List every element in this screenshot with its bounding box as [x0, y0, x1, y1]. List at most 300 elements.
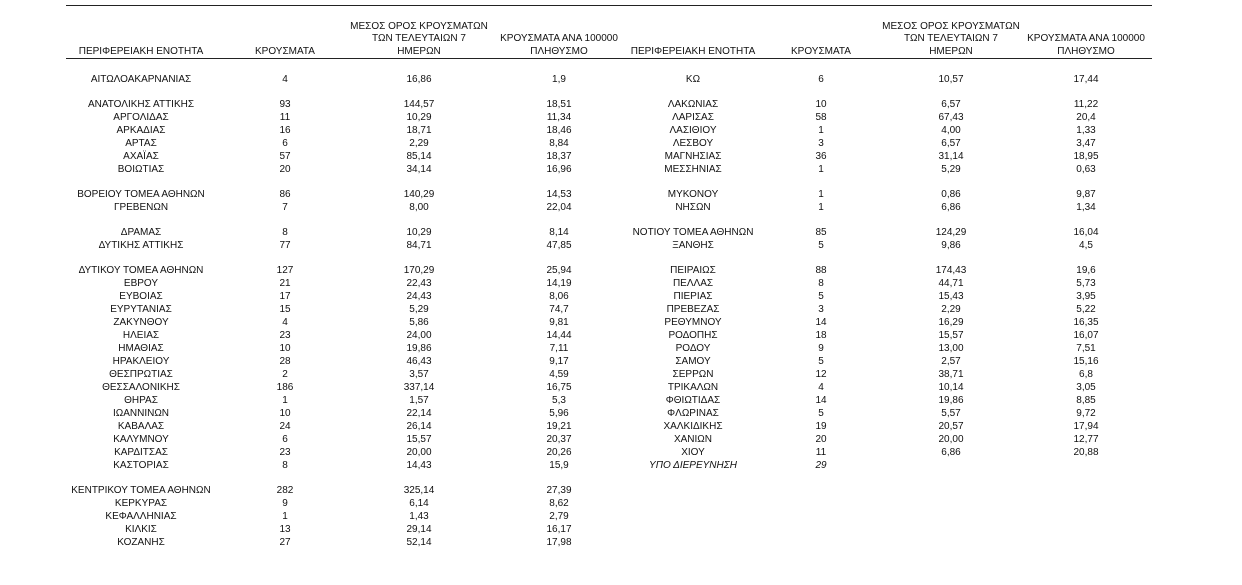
cases-cell: 3	[818, 138, 824, 149]
table-row	[66, 368, 619, 381]
region-cell: ΚΑΡΔΙΤΣΑΣ	[114, 447, 168, 458]
avg7-cell: 19,86	[938, 395, 964, 406]
table-row	[66, 163, 619, 176]
table-row	[619, 239, 1152, 252]
cases-cell: 93	[279, 99, 291, 110]
region-cell: ΒΟΡΕΙΟΥ ΤΟΜΕΑ ΑΘΗΝΩΝ	[77, 189, 205, 200]
per100k-cell: 6,8	[1079, 369, 1093, 380]
avg7-cell: 6,57	[941, 138, 961, 149]
avg7-cell: 15,57	[938, 330, 964, 341]
cases-cell: 1	[818, 125, 824, 136]
avg7-cell: 140,29	[403, 189, 435, 200]
per100k-cell: 18,51	[546, 99, 572, 110]
cases-cell: 4	[818, 382, 824, 393]
table-row	[66, 150, 619, 163]
per100k-cell: 8,84	[549, 138, 569, 149]
cases-cell: 21	[279, 278, 291, 289]
per100k-cell: 27,39	[546, 485, 572, 496]
per100k-cell: 3,05	[1076, 382, 1096, 393]
avg7-cell: 1,57	[409, 395, 429, 406]
region-cell: ΤΡΙΚΑΛΩΝ	[667, 382, 719, 393]
cases-cell: 23	[279, 330, 291, 341]
avg7-cell: 24,43	[406, 291, 432, 302]
region-cell: ΘΗΡΑΣ	[124, 395, 158, 406]
region-cell: ΣΑΜΟΥ	[675, 356, 711, 367]
cases-cell: 36	[815, 151, 827, 162]
avg7-cell: 19,86	[406, 343, 432, 354]
table-row	[66, 201, 619, 214]
avg7-cell: 16,29	[938, 317, 964, 328]
avg7-cell: 84,71	[406, 240, 432, 251]
per100k-cell: 16,17	[546, 524, 572, 535]
table-row	[66, 355, 619, 368]
avg7-cell: 22,43	[406, 278, 432, 289]
cases-cell: 1	[818, 202, 824, 213]
per100k-cell: 14,53	[546, 189, 572, 200]
left-table-body	[66, 73, 619, 549]
avg7-cell: 9,86	[941, 240, 961, 251]
per100k-cell: 16,35	[1073, 317, 1099, 328]
cases-cell: 23	[279, 447, 291, 458]
region-cell: ΚΑΒΑΛΑΣ	[117, 421, 165, 432]
region-cell: ΕΒΡΟΥ	[123, 278, 159, 289]
cases-cell: 1	[282, 395, 288, 406]
avg7-cell: 67,43	[938, 112, 964, 123]
table-row	[66, 497, 619, 510]
avg7-cell: 10,14	[938, 382, 964, 393]
cases-cell: 17	[279, 291, 291, 302]
avg7-cell: 10,29	[406, 112, 432, 123]
region-cell: ΑΝΑΤΟΛΙΚΗΣ ΑΤΤΙΚΗΣ	[87, 99, 195, 110]
avg7-column-header: ΜΕΣΟΣ ΟΡΟΣ ΚΡΟΥΣΜΑΤΩΝ ΤΩΝ ΤΕΛΕΥΤΑΙΩΝ 7 ΗΜΕΡΩΝ	[882, 20, 1020, 57]
region-cell: ΑΧΑΪΑΣ	[123, 151, 159, 162]
avg7-cell: 31,14	[938, 151, 964, 162]
avg7-column-header: ΜΕΣΟΣ ΟΡΟΣ ΚΡΟΥΣΜΑΤΩΝ ΤΩΝ ΤΕΛΕΥΤΑΙΩΝ 7 ΗΜΕΡΩΝ	[350, 20, 488, 57]
region-cell: ΒΟΙΩΤΙΑΣ	[117, 164, 165, 175]
table-row	[619, 355, 1152, 368]
table-row	[619, 201, 1152, 214]
region-cell: ΧΑΛΚΙΔΙΚΗΣ	[663, 421, 723, 432]
per100k-cell: 22,04	[546, 202, 572, 213]
per100k-cell: 74,7	[549, 304, 569, 315]
per100k-cell: 9,81	[549, 317, 569, 328]
region-cell: ΠΕΙΡΑΙΩΣ	[670, 265, 716, 276]
cases-cell: 6	[282, 434, 288, 445]
table-row	[66, 510, 619, 523]
table-row	[619, 342, 1152, 355]
region-cell: ΛΑΣΙΘΙΟΥ	[669, 125, 717, 136]
cases-cell: 7	[282, 202, 288, 213]
cases-cell: 1	[818, 164, 824, 175]
cases-cell: 1	[282, 511, 288, 522]
cases-cell: 9	[818, 343, 824, 354]
per100k-cell: 20,4	[1076, 112, 1096, 123]
region-cell: ΠΕΛΛΑΣ	[672, 278, 714, 289]
per100k-cell: 17,98	[546, 537, 572, 548]
avg7-cell: 26,14	[406, 421, 432, 432]
table-row	[66, 446, 619, 459]
avg7-cell: 0,86	[941, 189, 961, 200]
cases-cell: 57	[279, 151, 291, 162]
per100k-cell: 11,22	[1073, 99, 1099, 110]
region-cell: ΚΟΖΑΝΗΣ	[117, 537, 165, 548]
per100k-cell: 20,26	[546, 447, 572, 458]
table-row	[66, 420, 619, 433]
cases-cell: 11	[815, 447, 827, 458]
per100k-cell: 12,77	[1073, 434, 1099, 445]
per100k-cell: 5,73	[1076, 278, 1096, 289]
per100k-cell: 7,51	[1076, 343, 1096, 354]
per100k-cell: 15,16	[1073, 356, 1099, 367]
per100k-cell: 17,94	[1073, 421, 1099, 432]
table-row	[619, 459, 1152, 472]
region-cell: ΑΡΤΑΣ	[125, 138, 157, 149]
avg7-cell: 20,00	[938, 434, 964, 445]
per100k-cell: 8,14	[549, 227, 569, 238]
cases-cell: 282	[276, 485, 294, 496]
table-row	[619, 98, 1152, 111]
cases-column-header: ΚΡΟΥΣΜΑΤΑ	[791, 45, 851, 57]
table-row	[619, 381, 1152, 394]
cases-cell: 9	[282, 498, 288, 509]
per100k-cell: 20,37	[546, 434, 572, 445]
cases-cell: 3	[818, 304, 824, 315]
region-cell: ΚΙΛΚΙΣ	[125, 524, 157, 535]
table-row	[66, 303, 619, 316]
avg7-cell: 8,00	[409, 202, 429, 213]
table-row	[619, 329, 1152, 342]
region-cell: ΥΠΟ ΔΙΕΡΕΥΝΗΣΗ	[649, 460, 737, 471]
cases-cell: 27	[279, 537, 291, 548]
table-row	[619, 368, 1152, 381]
table-row	[66, 394, 619, 407]
per100k-cell: 4,59	[549, 369, 569, 380]
table-row	[66, 342, 619, 355]
table-row	[66, 111, 619, 124]
region-column-header: ΠΕΡΙΦΕΡΕΙΑΚΗ ΕΝΟΤΗΤΑ	[630, 45, 756, 57]
per100k-cell: 5,3	[552, 395, 566, 406]
table-row	[619, 73, 1152, 86]
cases-cell: 24	[279, 421, 291, 432]
per100k-cell: 9,72	[1076, 408, 1096, 419]
per100k-cell: 16,96	[546, 164, 572, 175]
avg7-cell: 6,86	[941, 447, 961, 458]
per100k-cell: 16,75	[546, 382, 572, 393]
table-row	[66, 536, 619, 549]
cases-cell: 29	[815, 460, 827, 471]
avg7-cell: 144,57	[403, 99, 435, 110]
cases-column-header: ΚΡΟΥΣΜΑΤΑ	[255, 45, 315, 57]
cases-cell: 2	[282, 369, 288, 380]
region-cell: ΗΡΑΚΛΕΙΟΥ	[112, 356, 170, 367]
region-cell: ΑΡΚΑΔΙΑΣ	[116, 125, 166, 136]
region-cell: ΦΘΙΩΤΙΔΑΣ	[665, 395, 721, 406]
cases-cell: 8	[282, 227, 288, 238]
table-top-rule	[66, 5, 1152, 6]
per100k-cell: 9,17	[549, 356, 569, 367]
region-cell: ΑΡΓΟΛΙΔΑΣ	[113, 112, 169, 123]
region-cell: ΜΥΚΟΝΟΥ	[667, 189, 719, 200]
per100k-cell: 14,44	[546, 330, 572, 341]
cases-cell: 88	[815, 265, 827, 276]
table-row	[619, 150, 1152, 163]
per100k-cell: 1,9	[552, 74, 566, 85]
region-cell: ΠΡΕΒΕΖΑΣ	[666, 304, 720, 315]
cases-cell: 28	[279, 356, 291, 367]
table-row	[66, 381, 619, 394]
per100k-cell: 0,63	[1076, 164, 1096, 175]
avg7-cell: 337,14	[403, 382, 435, 393]
avg7-cell: 6,86	[941, 202, 961, 213]
cases-cell: 8	[818, 278, 824, 289]
avg7-cell: 6,14	[409, 498, 429, 509]
table-row	[66, 407, 619, 420]
avg7-cell: 4,00	[941, 125, 961, 136]
region-cell: ΕΥΡΥΤΑΝΙΑΣ	[110, 304, 172, 315]
region-cell: ΡΕΘΥΜΝΟΥ	[664, 317, 722, 328]
region-cell: ΑΙΤΩΛΟΑΚΑΡΝΑΝΙΑΣ	[90, 74, 192, 85]
cases-cell: 16	[279, 125, 291, 136]
avg7-cell: 16,86	[406, 74, 432, 85]
region-cell: ΓΡΕΒΕΝΩΝ	[113, 202, 169, 213]
avg7-cell: 6,57	[941, 99, 961, 110]
avg7-cell: 3,57	[409, 369, 429, 380]
cases-cell: 1	[818, 189, 824, 200]
per100k-cell: 8,06	[549, 291, 569, 302]
region-cell: ΙΩΑΝΝΙΝΩΝ	[112, 408, 170, 419]
avg7-cell: 14,43	[406, 460, 432, 471]
cases-cell: 14	[815, 317, 827, 328]
table-row	[66, 226, 619, 239]
table-row	[619, 303, 1152, 316]
per100k-cell: 9,87	[1076, 189, 1096, 200]
cases-cell: 5	[818, 291, 824, 302]
table-row	[619, 433, 1152, 446]
per100k-cell: 19,21	[546, 421, 572, 432]
table-row	[619, 394, 1152, 407]
avg7-cell: 5,29	[941, 164, 961, 175]
cases-cell: 13	[279, 524, 291, 535]
cases-cell: 8	[282, 460, 288, 471]
per100k-cell: 3,47	[1076, 138, 1096, 149]
region-cell: ΚΕΝΤΡΙΚΟΥ ΤΟΜΕΑ ΑΘΗΝΩΝ	[71, 485, 211, 496]
avg7-cell: 29,14	[406, 524, 432, 535]
per100k-cell: 1,34	[1076, 202, 1096, 213]
table-row	[619, 163, 1152, 176]
region-cell: ΜΑΓΝΗΣΙΑΣ	[664, 151, 722, 162]
table-row	[619, 316, 1152, 329]
table-row	[619, 277, 1152, 290]
per100k-cell: 47,85	[546, 240, 572, 251]
avg7-cell: 2,29	[409, 138, 429, 149]
per100k-cell: 5,22	[1076, 304, 1096, 315]
table-row	[619, 111, 1152, 124]
region-cell: ΚΕΡΚΥΡΑΣ	[114, 498, 168, 509]
table-row	[66, 459, 619, 472]
cases-cell: 15	[279, 304, 291, 315]
region-cell: ΔΥΤΙΚΗΣ ΑΤΤΙΚΗΣ	[98, 240, 184, 251]
region-cell: ΝΟΤΙΟΥ ΤΟΜΕΑ ΑΘΗΝΩΝ	[632, 227, 754, 238]
table-row	[619, 137, 1152, 150]
region-cell: ΚΑΛΥΜΝΟΥ	[113, 434, 169, 445]
cases-cell: 6	[282, 138, 288, 149]
avg7-cell: 18,71	[406, 125, 432, 136]
avg7-cell: 10,57	[938, 74, 964, 85]
avg7-cell: 15,57	[406, 434, 432, 445]
table-row	[66, 264, 619, 277]
region-column-header: ΠΕΡΙΦΕΡΕΙΑΚΗ ΕΝΟΤΗΤΑ	[78, 45, 204, 57]
cases-cell: 5	[818, 240, 824, 251]
region-cell: ΘΕΣΠΡΩΤΙΑΣ	[109, 369, 173, 380]
region-cell: ΖΑΚΥΝΘΟΥ	[113, 317, 169, 328]
avg7-cell: 174,43	[935, 265, 967, 276]
table-row	[619, 188, 1152, 201]
region-cell: ΧΙΟΥ	[681, 447, 705, 458]
right-table-body	[619, 73, 1152, 472]
avg7-cell: 1,43	[409, 511, 429, 522]
avg7-cell: 2,57	[941, 356, 961, 367]
region-cell: ΚΩ	[685, 74, 701, 85]
avg7-cell: 124,29	[935, 227, 967, 238]
avg7-cell: 38,71	[938, 369, 964, 380]
cases-cell: 10	[279, 408, 291, 419]
cases-cell: 20	[279, 164, 291, 175]
per100k-cell: 7,11	[549, 343, 569, 354]
per100k-cell: 16,04	[1073, 227, 1099, 238]
table-row	[66, 433, 619, 446]
region-cell: ΘΕΣΣΑΛΟΝΙΚΗΣ	[102, 382, 180, 393]
per100k-cell: 2,79	[549, 511, 569, 522]
per100k-column-header: ΚΡΟΥΣΜΑΤΑ ΑΝΑ 100000 ΠΛΗΘΥΣΜΟ	[1027, 33, 1145, 57]
table-row	[66, 124, 619, 137]
header-bottom-rule	[66, 58, 1152, 59]
table-row	[66, 98, 619, 111]
per100k-cell: 18,46	[546, 125, 572, 136]
avg7-cell: 20,57	[938, 421, 964, 432]
cases-cell: 86	[279, 189, 291, 200]
region-cell: ΡΟΔΟΠΗΣ	[668, 330, 718, 341]
region-cell: ΔΥΤΙΚΟΥ ΤΟΜΕΑ ΑΘΗΝΩΝ	[78, 265, 204, 276]
region-cell: ΝΗΣΩΝ	[675, 202, 711, 213]
avg7-cell: 85,14	[406, 151, 432, 162]
region-cell: ΚΑΣΤΟΡΙΑΣ	[113, 460, 169, 471]
region-cell: ΦΛΩΡΙΝΑΣ	[667, 408, 719, 419]
avg7-cell: 170,29	[403, 265, 435, 276]
region-cell: ΗΛΕΙΑΣ	[122, 330, 160, 341]
per100k-cell: 15,9	[549, 460, 569, 471]
avg7-cell: 24,00	[406, 330, 432, 341]
table-row	[66, 316, 619, 329]
avg7-cell: 5,86	[409, 317, 429, 328]
cases-cell: 6	[818, 74, 824, 85]
cases-cell: 10	[279, 343, 291, 354]
per100k-cell: 3,95	[1076, 291, 1096, 302]
table-row	[66, 73, 619, 86]
region-cell: ΣΕΡΡΩΝ	[672, 369, 714, 380]
avg7-cell: 5,29	[409, 304, 429, 315]
per100k-cell: 18,37	[546, 151, 572, 162]
cases-cell: 4	[282, 317, 288, 328]
table-row	[66, 188, 619, 201]
region-cell: ΞΑΝΘΗΣ	[672, 240, 714, 251]
cases-cell: 58	[815, 112, 827, 123]
cases-cell: 12	[815, 369, 827, 380]
table-row	[619, 264, 1152, 277]
avg7-cell: 5,57	[941, 408, 961, 419]
table-row	[619, 407, 1152, 420]
cases-cell: 19	[815, 421, 827, 432]
per100k-cell: 20,88	[1073, 447, 1099, 458]
cases-cell: 18	[815, 330, 827, 341]
avg7-cell: 13,00	[938, 343, 964, 354]
cases-cell: 5	[818, 356, 824, 367]
table-row	[619, 124, 1152, 137]
per100k-cell: 19,6	[1076, 265, 1096, 276]
per100k-cell: 14,19	[546, 278, 572, 289]
per100k-cell: 18,95	[1073, 151, 1099, 162]
region-cell: ΔΡΑΜΑΣ	[120, 227, 162, 238]
avg7-cell: 46,43	[406, 356, 432, 367]
region-cell: ΕΥΒΟΙΑΣ	[119, 291, 163, 302]
avg7-cell: 44,71	[938, 278, 964, 289]
per100k-cell: 11,34	[546, 112, 572, 123]
avg7-cell: 10,29	[406, 227, 432, 238]
region-cell: ΧΑΝΙΩΝ	[673, 434, 713, 445]
per100k-cell: 8,85	[1076, 395, 1096, 406]
cases-cell: 11	[279, 112, 291, 123]
avg7-cell: 325,14	[403, 485, 435, 496]
avg7-cell: 22,14	[406, 408, 432, 419]
region-cell: ΚΕΦΑΛΛΗΝΙΑΣ	[105, 511, 177, 522]
avg7-cell: 20,00	[406, 447, 432, 458]
per100k-cell: 25,94	[546, 265, 572, 276]
region-cell: ΠΙΕΡΙΑΣ	[673, 291, 713, 302]
region-cell: ΗΜΑΘΙΑΣ	[118, 343, 164, 354]
table-row	[66, 523, 619, 536]
table-row	[619, 226, 1152, 239]
region-cell: ΡΟΔΟΥ	[675, 343, 711, 354]
per100k-cell: 17,44	[1073, 74, 1099, 85]
table-row	[619, 420, 1152, 433]
per100k-cell: 4,5	[1079, 240, 1093, 251]
table-row	[619, 290, 1152, 303]
cases-cell: 10	[815, 99, 827, 110]
per100k-cell: 8,62	[549, 498, 569, 509]
avg7-cell: 34,14	[406, 164, 432, 175]
region-cell: ΛΕΣΒΟΥ	[672, 138, 714, 149]
cases-cell: 20	[815, 434, 827, 445]
cases-cell: 85	[815, 227, 827, 238]
cases-cell: 5	[818, 408, 824, 419]
avg7-cell: 52,14	[406, 537, 432, 548]
table-row	[66, 239, 619, 252]
table-row	[66, 137, 619, 150]
cases-cell: 4	[282, 74, 288, 85]
table-row	[66, 277, 619, 290]
per100k-cell: 16,07	[1073, 330, 1099, 341]
per100k-column-header: ΚΡΟΥΣΜΑΤΑ ΑΝΑ 100000 ΠΛΗΘΥΣΜΟ	[500, 33, 618, 57]
per100k-cell: 5,96	[549, 408, 569, 419]
cases-cell: 186	[276, 382, 294, 393]
region-cell: ΛΑΡΙΣΑΣ	[672, 112, 714, 123]
cases-cell: 127	[276, 265, 294, 276]
table-row	[66, 329, 619, 342]
table-row	[66, 484, 619, 497]
table-row	[619, 446, 1152, 459]
region-cell: ΜΕΣΣΗΝΙΑΣ	[664, 164, 722, 175]
region-cell: ΛΑΚΩΝΙΑΣ	[667, 99, 719, 110]
per100k-cell: 1,33	[1076, 125, 1096, 136]
